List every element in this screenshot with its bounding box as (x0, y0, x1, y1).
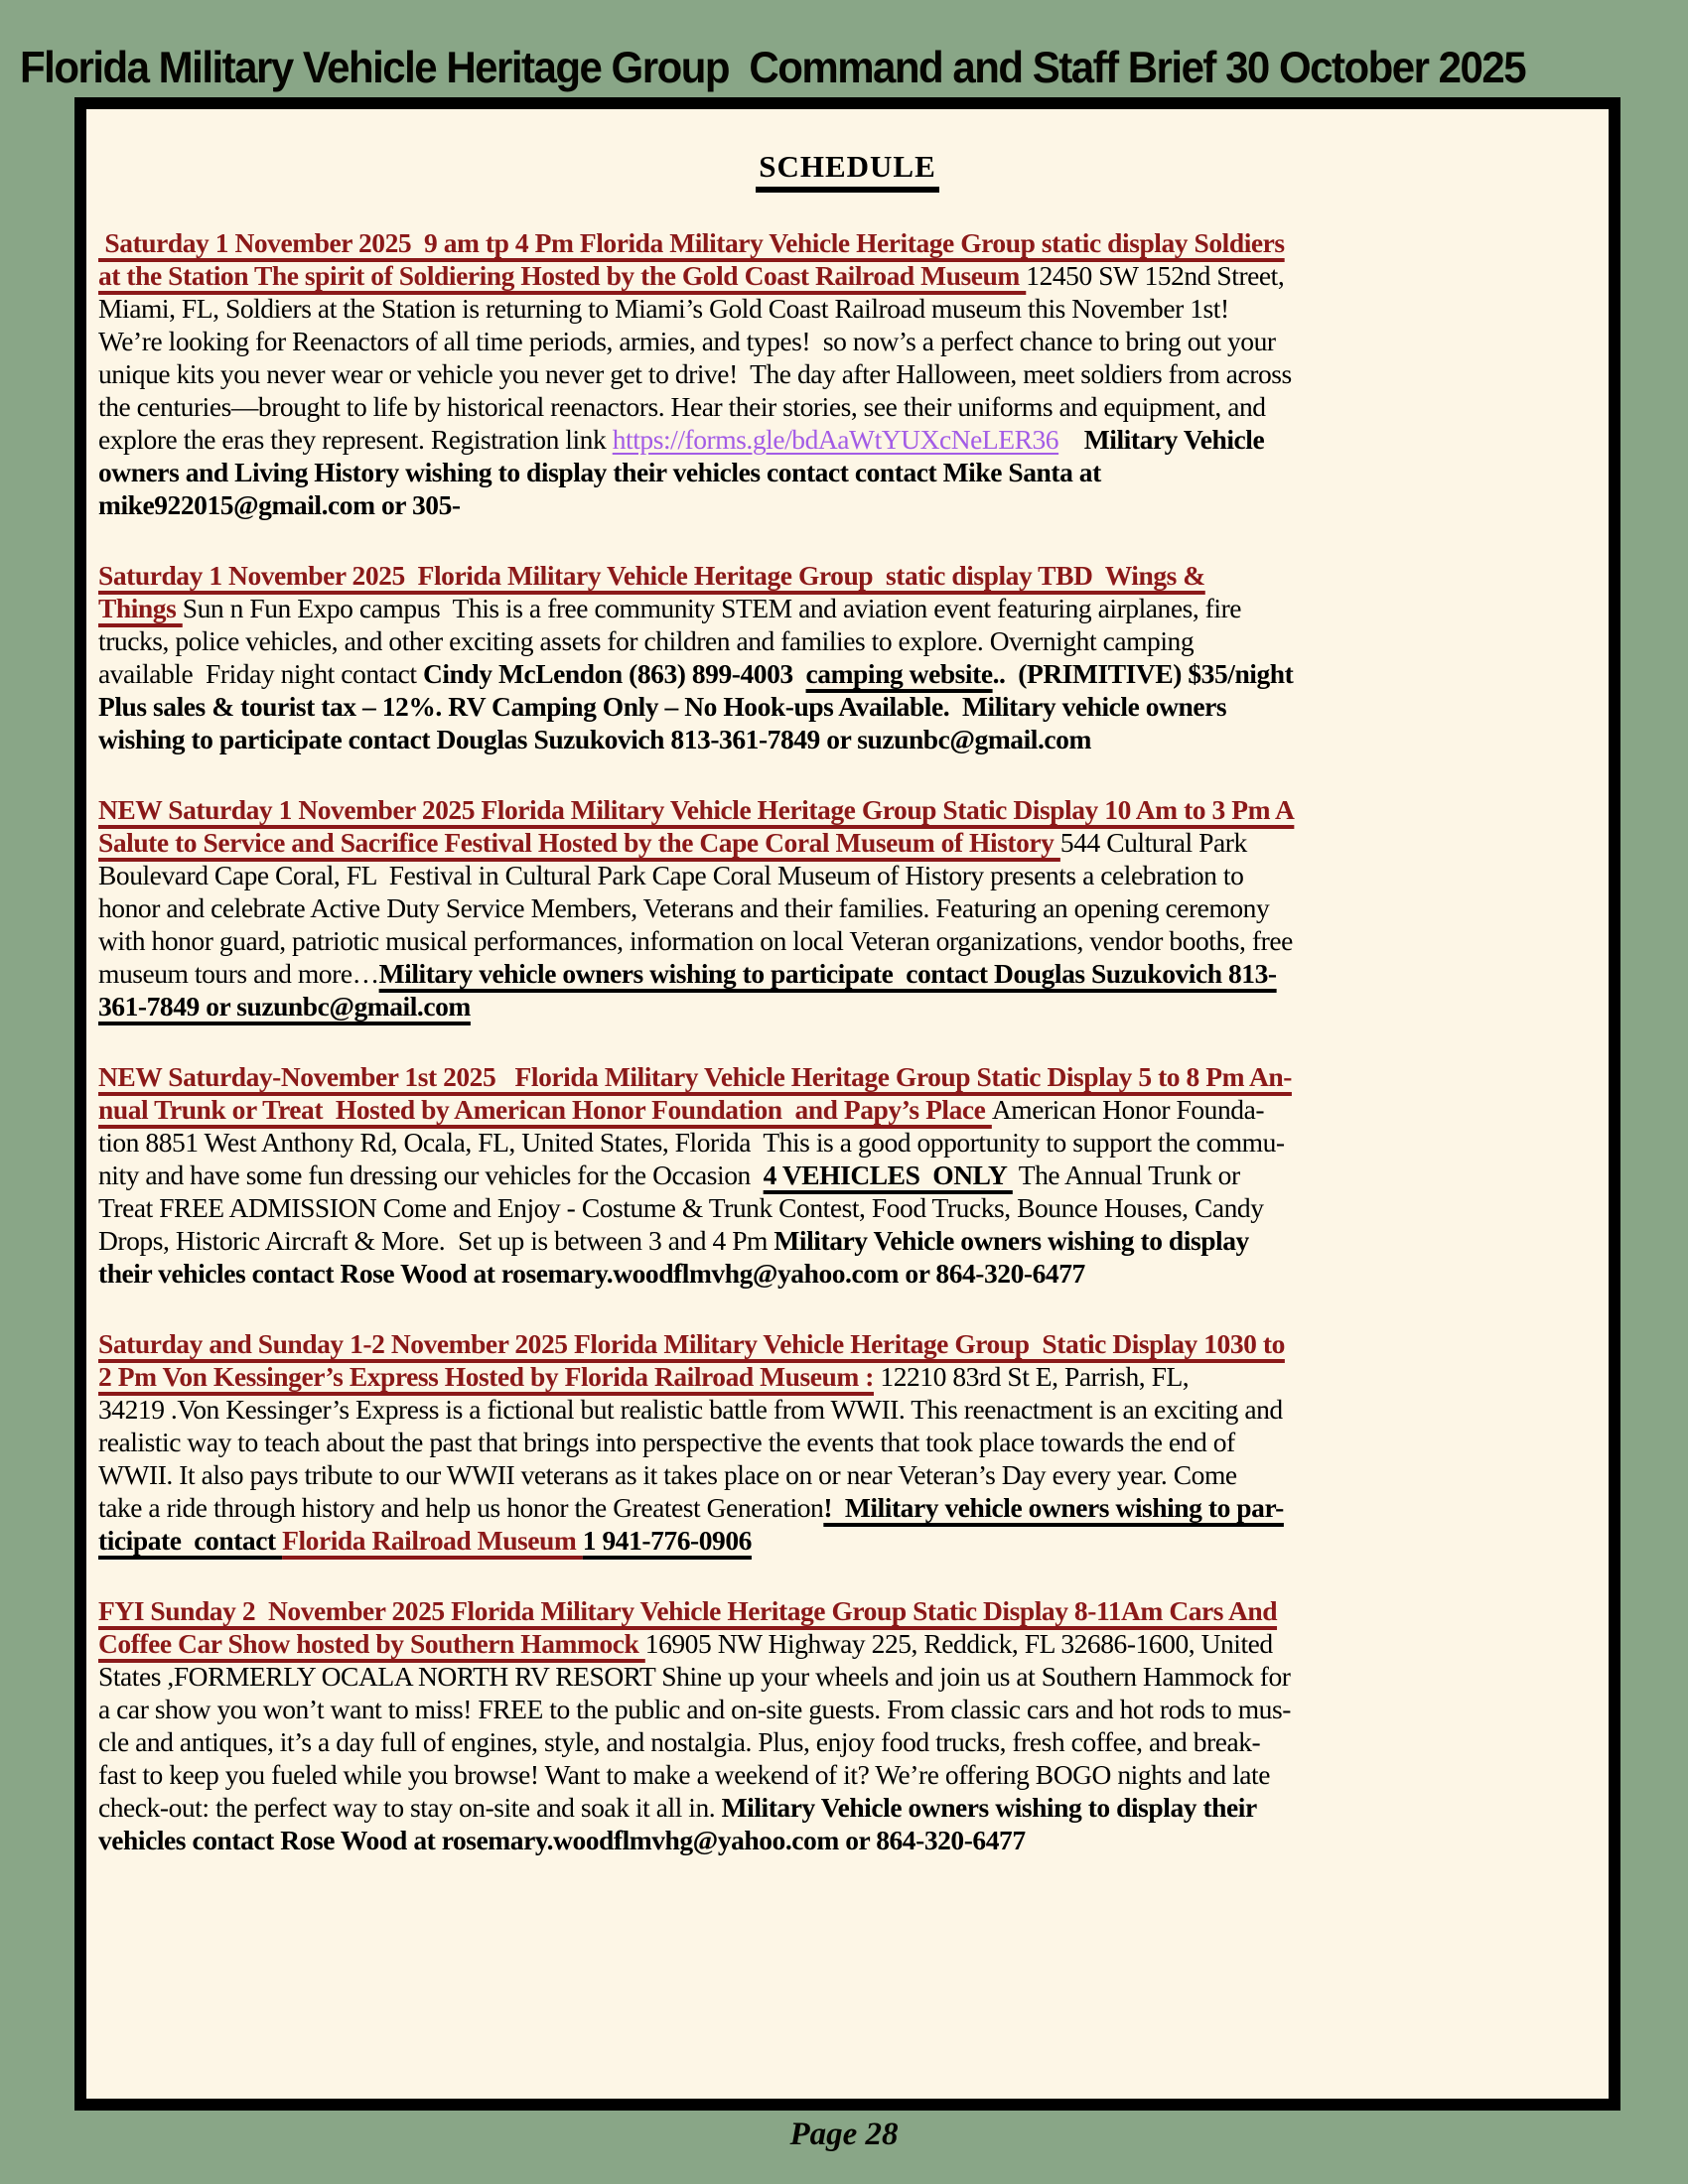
event-paragraph (98, 1327, 1597, 1557)
text-segment: Cindy McLendon (863) 899-4003 (422, 658, 806, 689)
text-line (98, 657, 1597, 690)
text-segment: Military Vehicle (1083, 424, 1265, 455)
text-segment: Miami, FL, Soldiers at the Station is returning to Miami’s Gold Coast Railroad museum this November 1st! (98, 293, 1229, 324)
text-line (98, 1824, 1597, 1856)
text-segment: Boulevard Cape Coral, FL Festival in Cultural Park Cape Coral Museum of History presents a celebration to (98, 860, 1244, 890)
text-line (98, 1327, 1597, 1360)
text-segment: the centuries—brought to life by historical reenactors. Hear their stories, see their uniforms and equipment, and (98, 391, 1266, 422)
text-line (98, 1725, 1597, 1758)
text-line (98, 690, 1597, 723)
text-segment: NEW Saturday 1 November 2025 Florida Military Vehicle Heritage Group Static Display 10 Am to 3 Pm A (98, 794, 1295, 825)
text-line (98, 259, 1597, 292)
text-segment: 12210 83rd St E, Parrish, FL, (873, 1361, 1190, 1392)
text-segment: honor and celebrate Active Duty Service Members, Veterans and their families. Featuring an opening ceremony (98, 892, 1270, 923)
text-segment: .. (PRIMITIVE) $35/night (992, 658, 1294, 689)
text-segment: NEW Saturday-November 1st 2025 Florida Military Vehicle Heritage Group Static Display 5 to 8 Pm An- (98, 1061, 1292, 1092)
text-segment: a car show you won’t want to miss! FREE to the public and on-site guests. From classic cars and hot rods to mus- (98, 1694, 1291, 1724)
text-segment: trucks, police vehicles, and other exciting assets for children and families to explore. Overnight camping (98, 625, 1195, 656)
text-line (98, 624, 1597, 657)
text-line (98, 1426, 1597, 1458)
text-segment: Saturday 1 November 2025 9 am tp 4 Pm Florida Military Vehicle Heritage Group static display Soldiers (98, 227, 1285, 258)
text-line (98, 1257, 1597, 1290)
text-segment: wishing to participate contact Douglas Suzukovich 813-361-7849 or suzunbc@gmail.com (98, 724, 1091, 754)
text-line (98, 1360, 1597, 1393)
text-segment: cle and antiques, it’s a day full of engines, style, and nostalgia. Plus, enjoy food trucks, fresh coffee, and break- (98, 1726, 1261, 1757)
text-segment: take a ride through history and help us honor the Greatest Generation (98, 1492, 824, 1523)
text-segment: American Honor Founda- (991, 1094, 1265, 1125)
text-line (98, 325, 1597, 357)
text-segment: camping website (805, 658, 993, 689)
text-line (98, 1191, 1597, 1224)
text-line (98, 891, 1597, 924)
text-line (98, 990, 1597, 1023)
text-line (98, 723, 1597, 755)
text-segment: Salute to Service and Sacrifice Festival Hosted by the Cape Coral Museum of History (98, 827, 1060, 858)
page-number: Page 28 (789, 2116, 899, 2152)
text-segment: Military vehicle owners wishing to participate contact Douglas Suzukovich 813- (378, 958, 1277, 989)
schedule-paragraphs (98, 226, 1597, 1856)
text-segment: 34219 .Von Kessinger’s Express is a fictional but realistic battle from WWII. This reenactment is an exciting and (98, 1394, 1283, 1425)
text-line (98, 1393, 1597, 1426)
event-paragraph (98, 1060, 1597, 1290)
text-line (98, 559, 1597, 592)
text-segment: 16905 NW Highway 225, Reddick, FL 32686-1600, United (644, 1628, 1273, 1659)
text-line (98, 957, 1597, 990)
text-line (98, 1159, 1597, 1191)
text-segment: Coffee Car Show hosted by Southern Hammock (98, 1628, 645, 1659)
text-line (98, 1594, 1597, 1627)
text-segment: FYI Sunday 2 November 2025 Florida Military Vehicle Heritage Group Static Display 8-11Am Cars And (98, 1595, 1278, 1626)
text-line (98, 1093, 1597, 1126)
text-segment: 12450 SW 152nd Street, (1026, 260, 1285, 291)
schedule-box-inner (86, 149, 1609, 1856)
text-line (98, 292, 1597, 325)
text-segment: 361-7849 or suzunbc@gmail.com (98, 991, 471, 1022)
text-segment: The Annual Trunk or (1012, 1160, 1240, 1190)
text-segment: explore the eras they represent. Registration link (98, 424, 613, 455)
event-paragraph (98, 1594, 1597, 1856)
text-line (98, 1491, 1597, 1524)
text-line (98, 1126, 1597, 1159)
text-segment: Saturday and Sunday 1-2 November 2025 Florida Military Vehicle Heritage Group Static Display 1030 to (98, 1328, 1285, 1359)
text-segment (1058, 424, 1084, 455)
text-line (98, 1060, 1597, 1093)
text-segment: ticipate contact (98, 1525, 283, 1556)
text-segment: nity and have some fun dressing our vehicles for the Occasion (98, 1160, 764, 1190)
text-segment: Plus sales & tourist tax – 12%. RV Camping Only – No Hook-ups Available. Military vehicle owners (98, 691, 1227, 722)
text-line (98, 488, 1597, 521)
text-line (98, 592, 1597, 624)
text-segment: mike922015@gmail.com or 305- (98, 489, 461, 520)
text-segment: Florida Railroad Museum (282, 1525, 583, 1556)
text-line (98, 1627, 1597, 1660)
text-segment: realistic way to teach about the past that brings into perspective the events that took place towards the end of (98, 1427, 1235, 1457)
text-segment: tion 8851 West Anthony Rd, Ocala, FL, United States, Florida This is a good opportunity to support the commu- (98, 1127, 1285, 1158)
text-line (98, 924, 1597, 957)
text-segment: WWII. It also pays tribute to our WWII veterans as it takes place on or near Veteran’s Day every year. Come (98, 1459, 1237, 1490)
text-segment: We’re looking for Reenactors of all time periods, armies, and types! so now’s a perfect chance to bring out your (98, 326, 1276, 356)
text-segment: 1 941-776-0906 (582, 1525, 752, 1556)
text-segment: nual Trunk or Treat Hosted by American Honor Foundation and Papy’s Place (98, 1094, 992, 1125)
text-line (98, 390, 1597, 423)
text-segment: Drops, Historic Aircraft & More. Set up is between 3 and 4 Pm (98, 1225, 774, 1256)
text-line (98, 1224, 1597, 1257)
text-line (98, 793, 1597, 826)
event-paragraph (98, 559, 1597, 755)
text-segment: their vehicles contact Rose Wood at rosemary.woodflmvhg@yahoo.com or 864-320-6477 (98, 1258, 1085, 1289)
schedule-heading-wrap (98, 149, 1597, 193)
event-paragraph (98, 793, 1597, 1023)
text-line (98, 456, 1597, 488)
text-segment: check-out: the perfect way to stay on-site and soak it all in. (98, 1792, 722, 1823)
schedule-box (74, 97, 1620, 2111)
text-line (98, 357, 1597, 390)
schedule-heading: SCHEDULE (756, 149, 939, 193)
text-line (98, 1458, 1597, 1491)
text-segment: at the Station The spirit of Soldiering Hosted by the Gold Coast Railroad Museum (98, 260, 1027, 291)
text-segment: vehicles contact Rose Wood at rosemary.woodflmvhg@yahoo.com or 864-320-6477 (98, 1825, 1026, 1855)
text-line (98, 423, 1597, 456)
text-line (98, 1758, 1597, 1791)
text-line (98, 1660, 1597, 1693)
text-line (98, 859, 1597, 891)
text-segment: Things (98, 593, 183, 623)
page-title: Florida Military Vehicle Heritage Group Command and Staff Brief 30 October 2025 (20, 42, 1526, 92)
text-segment: fast to keep you fueled while you browse! Want to make a weekend of it? We’re offering BOGO nights and late (98, 1759, 1270, 1790)
text-segment: States ,FORMERLY OCALA NORTH RV RESORT Shine up your wheels and join us at Southern Hammock for (98, 1661, 1291, 1692)
text-line (98, 226, 1597, 259)
text-segment: 2 Pm Von Kessinger’s Express Hosted by Florida Railroad Museum : (98, 1361, 874, 1392)
event-paragraph (98, 226, 1597, 521)
text-line (98, 826, 1597, 859)
text-segment: unique kits you never wear or vehicle you never get to drive! The day after Halloween, meet soldiers from across (98, 358, 1292, 389)
text-segment: 4 VEHICLES ONLY (763, 1160, 1013, 1190)
text-segment: Treat FREE ADMISSION Come and Enjoy - Costume & Trunk Contest, Food Trucks, Bounce Houses, Candy (98, 1192, 1264, 1223)
text-segment: Saturday 1 November 2025 Florida Military Vehicle Heritage Group static display TBD Wings & (98, 560, 1205, 591)
text-segment: available Friday night contact (98, 658, 423, 689)
text-segment: ! Military vehicle owners wishing to par- (823, 1492, 1284, 1523)
text-line (98, 1791, 1597, 1824)
text-line (98, 1524, 1597, 1557)
text-line (98, 1693, 1597, 1725)
text-segment: owners and Living History wishing to display their vehicles contact contact Mike Santa at (98, 457, 1101, 487)
text-segment: 544 Cultural Park (1059, 827, 1247, 858)
registration-link[interactable]: https://forms.gle/bdAaWtYUXcNeLER36 (612, 424, 1059, 455)
text-segment: Military Vehicle owners wishing to display (774, 1225, 1249, 1256)
text-segment: Sun n Fun Expo campus This is a free community STEM and aviation event featuring airplanes, fire (182, 593, 1242, 623)
text-segment: Military Vehicle owners wishing to display their (721, 1792, 1257, 1823)
text-segment: museum tours and more… (98, 958, 379, 989)
text-segment: with honor guard, patriotic musical performances, information on local Veteran organizations, vendor booths, free (98, 925, 1293, 956)
